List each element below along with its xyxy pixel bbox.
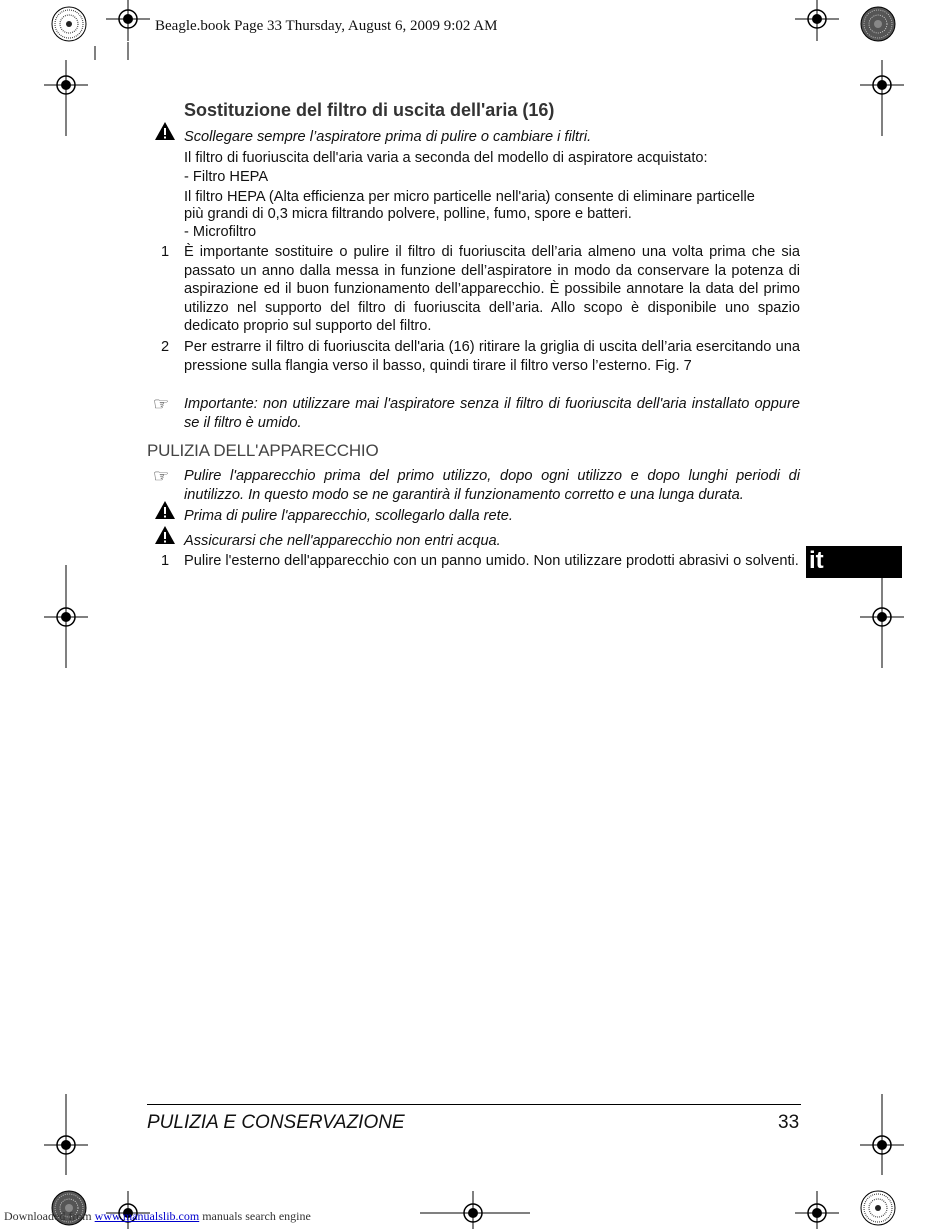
manualslib-link[interactable]: www.manualslib.com bbox=[94, 1209, 200, 1223]
bullet-microfiltro: - Microfiltro bbox=[184, 224, 257, 240]
warning-unplug-before-filter: Scollegare sempre l’aspiratore prima di pulire o cambiare i filtri. bbox=[184, 129, 592, 145]
filter-intro: Il filtro di fuoriuscita dell'aria varia a seconda del modello di aspiratore acquistato: bbox=[184, 150, 708, 166]
language-tab: it bbox=[806, 546, 902, 578]
pointing-hand-icon: ☞ bbox=[153, 394, 170, 414]
section-title-cleaning: PULIZIA DELL'APPARECCHIO bbox=[147, 441, 379, 460]
print-header: Beagle.book Page 33 Thursday, August 6, 2009 9:02 AM bbox=[155, 18, 498, 34]
step-replace-filter: È importante sostituire o pulire il filtro di fuoriuscita dell’aria almeno una volta prima che sia passato un anno dalla messa in funzione dell’aspiratore in modo da conservare la potenza di aspirazione ed il buon funzionamento dell’apparecchio. È possibile annotare la data del primo utilizzo nel supporto del filtro di fuoriuscita dell’aria. Allo scopo è disponibile uno spazio dedicato proprio sul supporto del filtro. bbox=[184, 244, 800, 335]
warning-triangle-icon bbox=[154, 525, 176, 545]
hepa-description-line2: più grandi di 0,3 micra filtrando polvere, polline, fumo, spore e batteri. bbox=[184, 206, 632, 222]
download-prefix: Downloaded from bbox=[4, 1209, 95, 1223]
step-extract-filter: Per estrarre il filtro di fuoriuscita dell'aria (16) ritirare la griglia di uscita dell’aria esercitando una pressione sulla flangia verso il basso, quindi tirare il filtro verso l’esterno. Fig. 7 bbox=[184, 339, 800, 374]
warning-unplug-before-cleaning: Prima di pulire l'apparecchio, scollegarlo dalla rete. bbox=[184, 508, 513, 524]
step-clean-exterior: Pulire l'esterno dell'apparecchio con un panno umido. Non utilizzare prodotti abrasivi o solventi. bbox=[184, 553, 799, 569]
hepa-description-line1: Il filtro HEPA (Alta efficienza per micro particelle nell'aria) consente di eliminare particelle bbox=[184, 189, 755, 205]
footer-divider bbox=[147, 1104, 801, 1105]
step-number: 1 bbox=[161, 244, 170, 260]
download-suffix: manuals search engine bbox=[199, 1209, 311, 1223]
page-number: 33 bbox=[778, 1112, 800, 1133]
bullet-hepa: - Filtro HEPA bbox=[184, 169, 269, 185]
step-number: 1 bbox=[161, 553, 170, 569]
step-number: 2 bbox=[161, 339, 170, 355]
pointing-hand-icon: ☞ bbox=[153, 466, 170, 486]
warning-triangle-icon bbox=[154, 121, 176, 141]
note-filter-important: Importante: non utilizzare mai l'aspiratore senza il filtro di fuoriuscita dell'aria installato oppure se il filtro è umido. bbox=[184, 396, 800, 431]
footer-section-name: PULIZIA E CONSERVAZIONE bbox=[147, 1112, 405, 1133]
section-title-filter: Sostituzione del filtro di uscita dell'aria (16) bbox=[184, 100, 555, 120]
warning-no-water: Assicurarsi che nell'apparecchio non entri acqua. bbox=[184, 533, 501, 549]
download-footer bbox=[4, 1209, 311, 1224]
note-clean-before-use: Pulire l'apparecchio prima del primo utilizzo, dopo ogni utilizzo e dopo lunghi periodi di inutilizzo. In questo modo se ne garantirà il funzionamento corretto e una lunga durata. bbox=[184, 468, 800, 503]
warning-triangle-icon bbox=[154, 500, 176, 520]
